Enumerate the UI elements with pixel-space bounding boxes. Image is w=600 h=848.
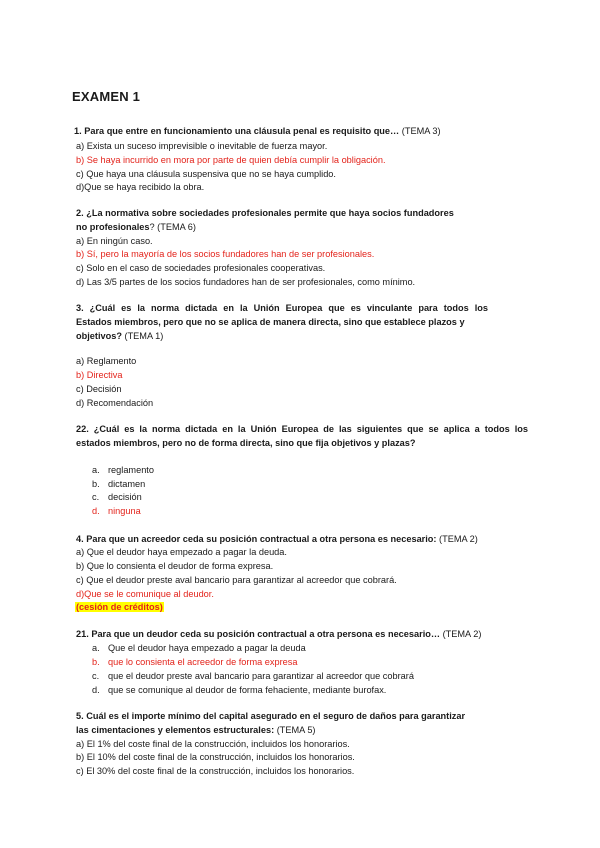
- question-4-text: 4. Para que un acreedor ceda su posición contractual a otra persona es necesario:: [76, 534, 437, 544]
- q22-option-b: [92, 477, 145, 491]
- question-22-line-2: estados miembros, pero no de forma directa, sino que fija objetivos y plazas?: [76, 438, 416, 448]
- q3-option-b: b) Directiva: [76, 370, 123, 380]
- question-5-text-end: las cimentaciones y elementos estructurales:: [76, 725, 275, 735]
- q4-option-b: b) Que lo consienta el deudor de forma expresa.: [76, 561, 274, 571]
- q21-option-a-text: Que el deudor haya empezado a pagar la deuda: [108, 643, 306, 653]
- q1-option-c: c) Que haya una cláusula suspensiva que no se haya cumplido.: [76, 169, 336, 179]
- q21-option-b-text: que lo consienta el acreedor de forma expresa: [108, 657, 298, 667]
- q21-option-a: [92, 641, 306, 655]
- q2-option-a: a) En ningún caso.: [76, 236, 153, 246]
- question-1: [74, 124, 441, 138]
- question-21: [76, 627, 481, 641]
- question-1-tema: (TEMA 3): [399, 126, 441, 136]
- q21-option-c: [92, 669, 414, 683]
- question-3-line-3: [76, 329, 163, 343]
- q5-option-a: a) El 1% del coste final de la construcción, incluidos los honorarios.: [76, 739, 350, 749]
- question-3-line-1: 3. ¿Cuál es la norma dictada en la Unión Europea que es vinculante para todos los: [76, 303, 488, 313]
- q22-option-b-text: dictamen: [108, 479, 146, 489]
- q2-option-b: b) Sí, pero la mayoría de los socios fundadores han de ser profesionales.: [76, 249, 375, 259]
- question-22-line-1: 22. ¿Cuál es la norma dictada en la Unión Europea de las siguientes que se aplica a todos los: [76, 424, 528, 434]
- q3-option-c: c) Decisión: [76, 384, 122, 394]
- question-5-line-1: 5. Cuál es el importe mínimo del capital asegurado en el seguro de daños para garantizar: [76, 711, 466, 721]
- question-2-line-2: [76, 220, 196, 234]
- q2-option-c: c) Solo en el caso de sociedades profesionales cooperativas.: [76, 263, 326, 273]
- q22-option-d-text: ninguna: [108, 506, 141, 516]
- question-21-tema: (TEMA 2): [440, 629, 482, 639]
- q2-option-d: d) Las 3/5 partes de los socios fundadores han de ser profesionales, como mínimo.: [76, 277, 416, 287]
- q1-option-a: a) Exista un suceso imprevisible o inevitable de fuerza mayor.: [76, 141, 328, 151]
- q4-option-c: c) Que el deudor preste aval bancario para garantizar al acreedor que cobrará.: [76, 575, 397, 585]
- question-4-tema: (TEMA 2): [436, 534, 478, 544]
- question-5-line-2: [76, 723, 316, 737]
- q5-option-c: c) El 30% del coste final de la construcción, incluidos los honorarios.: [76, 766, 355, 776]
- q4-note: [75, 600, 164, 614]
- q22-marker-d: d.: [92, 506, 100, 516]
- question-3-line-2: Estados miembros, pero que no se aplica de manera directa, sino que establece plazos y: [76, 317, 465, 327]
- q22-option-c-text: decisión: [108, 492, 142, 502]
- q21-marker-c: c.: [92, 671, 100, 681]
- question-5-tema: (TEMA 5): [274, 725, 316, 735]
- q22-option-a-text: reglamento: [108, 465, 154, 475]
- question-2-tema: ? (TEMA 6): [149, 222, 196, 232]
- q21-marker-d: d.: [92, 685, 100, 695]
- q21-option-d-text: que se comunique al deudor de forma fehaciente, mediante burofax.: [108, 685, 387, 695]
- question-4: [76, 532, 478, 546]
- q21-marker-a: a.: [92, 643, 100, 653]
- question-2-line-1: 2. ¿La normativa sobre sociedades profesionales permite que haya socios fundadores: [76, 208, 454, 218]
- q22-marker-c: c.: [92, 492, 100, 502]
- q4-note-highlight: (cesión de créditos): [76, 602, 163, 612]
- q3-option-d: d) Recomendación: [76, 398, 154, 408]
- q22-marker-b: b.: [92, 479, 100, 489]
- page-title: EXAMEN 1: [72, 89, 141, 104]
- q22-option-c: [92, 490, 142, 504]
- question-2-text-end: no profesionales: [76, 222, 150, 232]
- question-3-tema: (TEMA 1): [121, 331, 164, 341]
- q1-option-b: b) Se haya incurrido en mora por parte de quien debía cumplir la obligación.: [76, 155, 386, 165]
- q22-option-a: [92, 463, 154, 477]
- q21-option-d: [92, 683, 386, 697]
- q5-option-b: b) El 10% del coste final de la construcción, incluidos los honorarios.: [76, 752, 355, 762]
- q4-option-d: d)Que se le comunique al deudor.: [76, 589, 214, 599]
- q21-option-c-text: que el deudor preste aval bancario para garantizar al acreedor que cobrará: [108, 671, 414, 681]
- q1-option-d: d)Que se haya recibido la obra.: [76, 182, 205, 192]
- q4-option-a: a) Que el deudor haya empezado a pagar la deuda.: [76, 547, 287, 557]
- q22-marker-a: a.: [92, 465, 100, 475]
- q21-option-b: [92, 655, 297, 669]
- question-21-text: 21. Para que un deudor ceda su posición contractual a otra persona es necesario…: [76, 629, 441, 639]
- q22-option-d: [92, 504, 141, 518]
- q21-marker-b: b.: [92, 657, 100, 667]
- q3-option-a: a) Reglamento: [76, 356, 137, 366]
- question-1-text: 1. Para que entre en funcionamiento una cláusula penal es requisito que…: [74, 126, 400, 136]
- question-3-text-end: objetivos?: [76, 331, 122, 341]
